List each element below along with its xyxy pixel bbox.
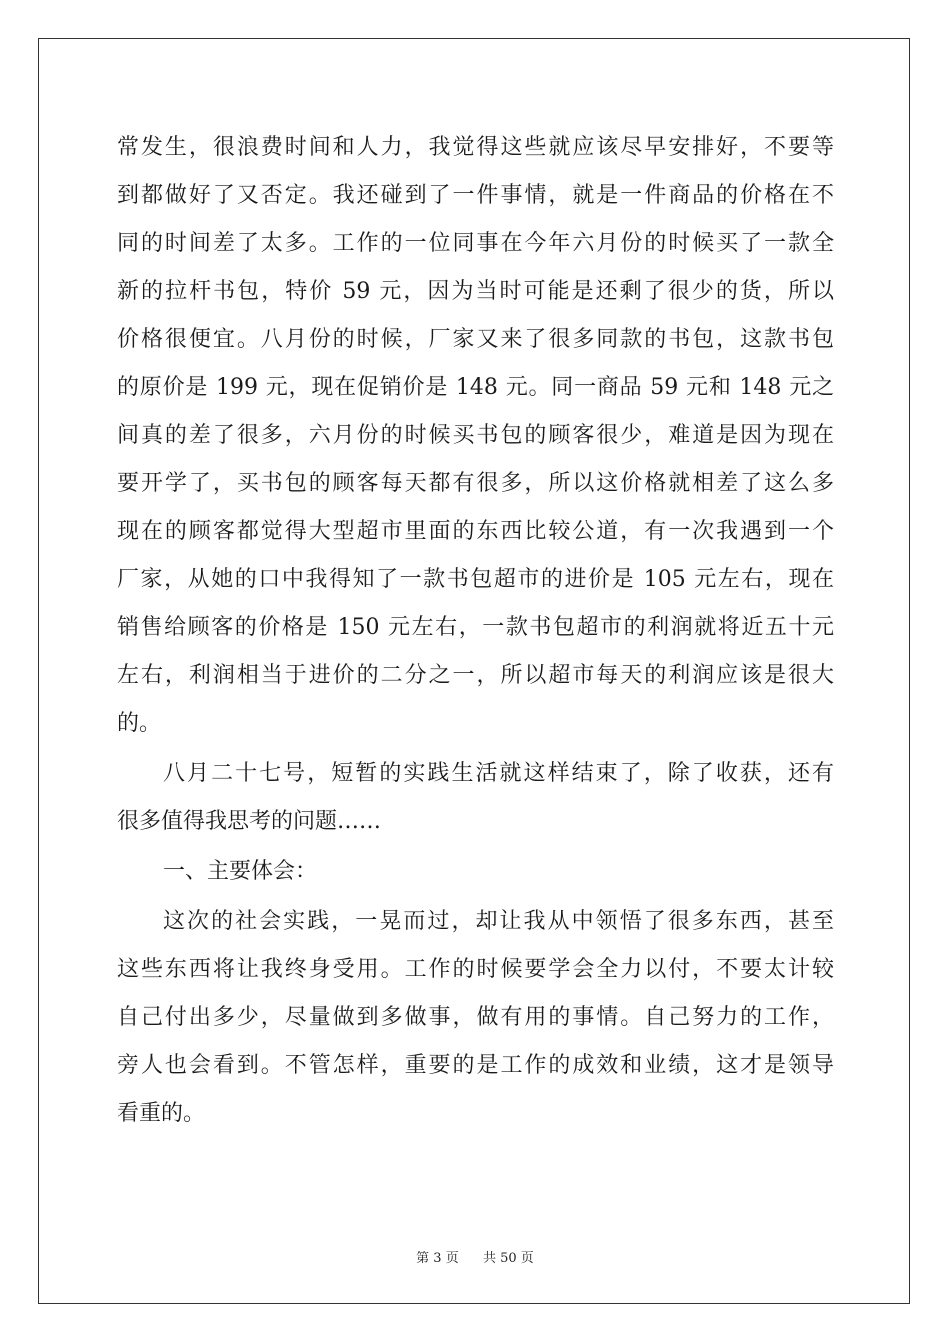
text-line: 的原价是 199 元，现在促销价是 148 元。同一商品 59 元和 148 元之: [117, 375, 834, 400]
text-line: 间真的差了很多，六月份的时候买书包的顾客很少，难道是因为现在: [117, 423, 834, 448]
text-line: 旁人也会看到。不管怎样，重要的是工作的成效和业绩，这才是领导: [117, 1053, 834, 1078]
text-line: 价格很便宜。八月份的时候，厂家又来了很多同款的书包，这款书包: [117, 327, 834, 352]
text-line: 这些东西将让我终身受用。工作的时候要学会全力以付，不要太计较: [117, 957, 834, 982]
text-line: 自己付出多少，尽量做到多做事，做有用的事情。自己努力的工作，: [117, 1005, 834, 1030]
text-line: 常发生，很浪费时间和人力，我觉得这些就应该尽早安排好，不要等: [117, 135, 834, 160]
text-line: 现在的顾客都觉得大型超市里面的东西比较公道，有一次我遇到一个: [117, 519, 834, 544]
section-heading: [117, 848, 834, 896]
document-body: [117, 124, 834, 1138]
heading-text: 一、主要体会：: [163, 859, 318, 884]
paragraph: [117, 898, 834, 1138]
text-line: 很多值得我思考的问题……: [117, 809, 382, 834]
text-line: 左右，利润相当于进价的二分之一，所以超市每天的利润应该是很大: [117, 663, 834, 688]
text-line: 销售给顾客的价格是 150 元左右，一款书包超市的利润就将近五十元: [117, 615, 834, 640]
text-line: 同的时间差了太多。工作的一位同事在今年六月份的时候买了一款全: [117, 231, 834, 256]
text-line: 新的拉杆书包，特价 59 元，因为当时可能是还剩了很少的货，所以: [117, 279, 834, 304]
text-line: 看重的。: [117, 1101, 206, 1126]
paragraph: [117, 124, 834, 748]
page-total: 共 50 页: [483, 1251, 534, 1266]
paragraph: [117, 750, 834, 846]
text-line: 这次的社会实践，一晃而过，却让我从中领悟了很多东西，甚至: [163, 909, 834, 934]
text-line: 到都做好了又否定。我还碰到了一件事情，就是一件商品的价格在不: [117, 183, 834, 208]
text-line: 要开学了，买书包的顾客每天都有很多，所以这价格就相差了这么多: [117, 471, 834, 496]
page-number: 第 3 页: [416, 1251, 459, 1266]
text-line: 八月二十七号，短暂的实践生活就这样结束了，除了收获，还有: [163, 761, 834, 786]
text-line: 厂家，从她的口中我得知了一款书包超市的进价是 105 元左右，现在: [117, 567, 834, 592]
page-footer: [0, 1247, 950, 1266]
text-line: 的。: [117, 711, 162, 736]
